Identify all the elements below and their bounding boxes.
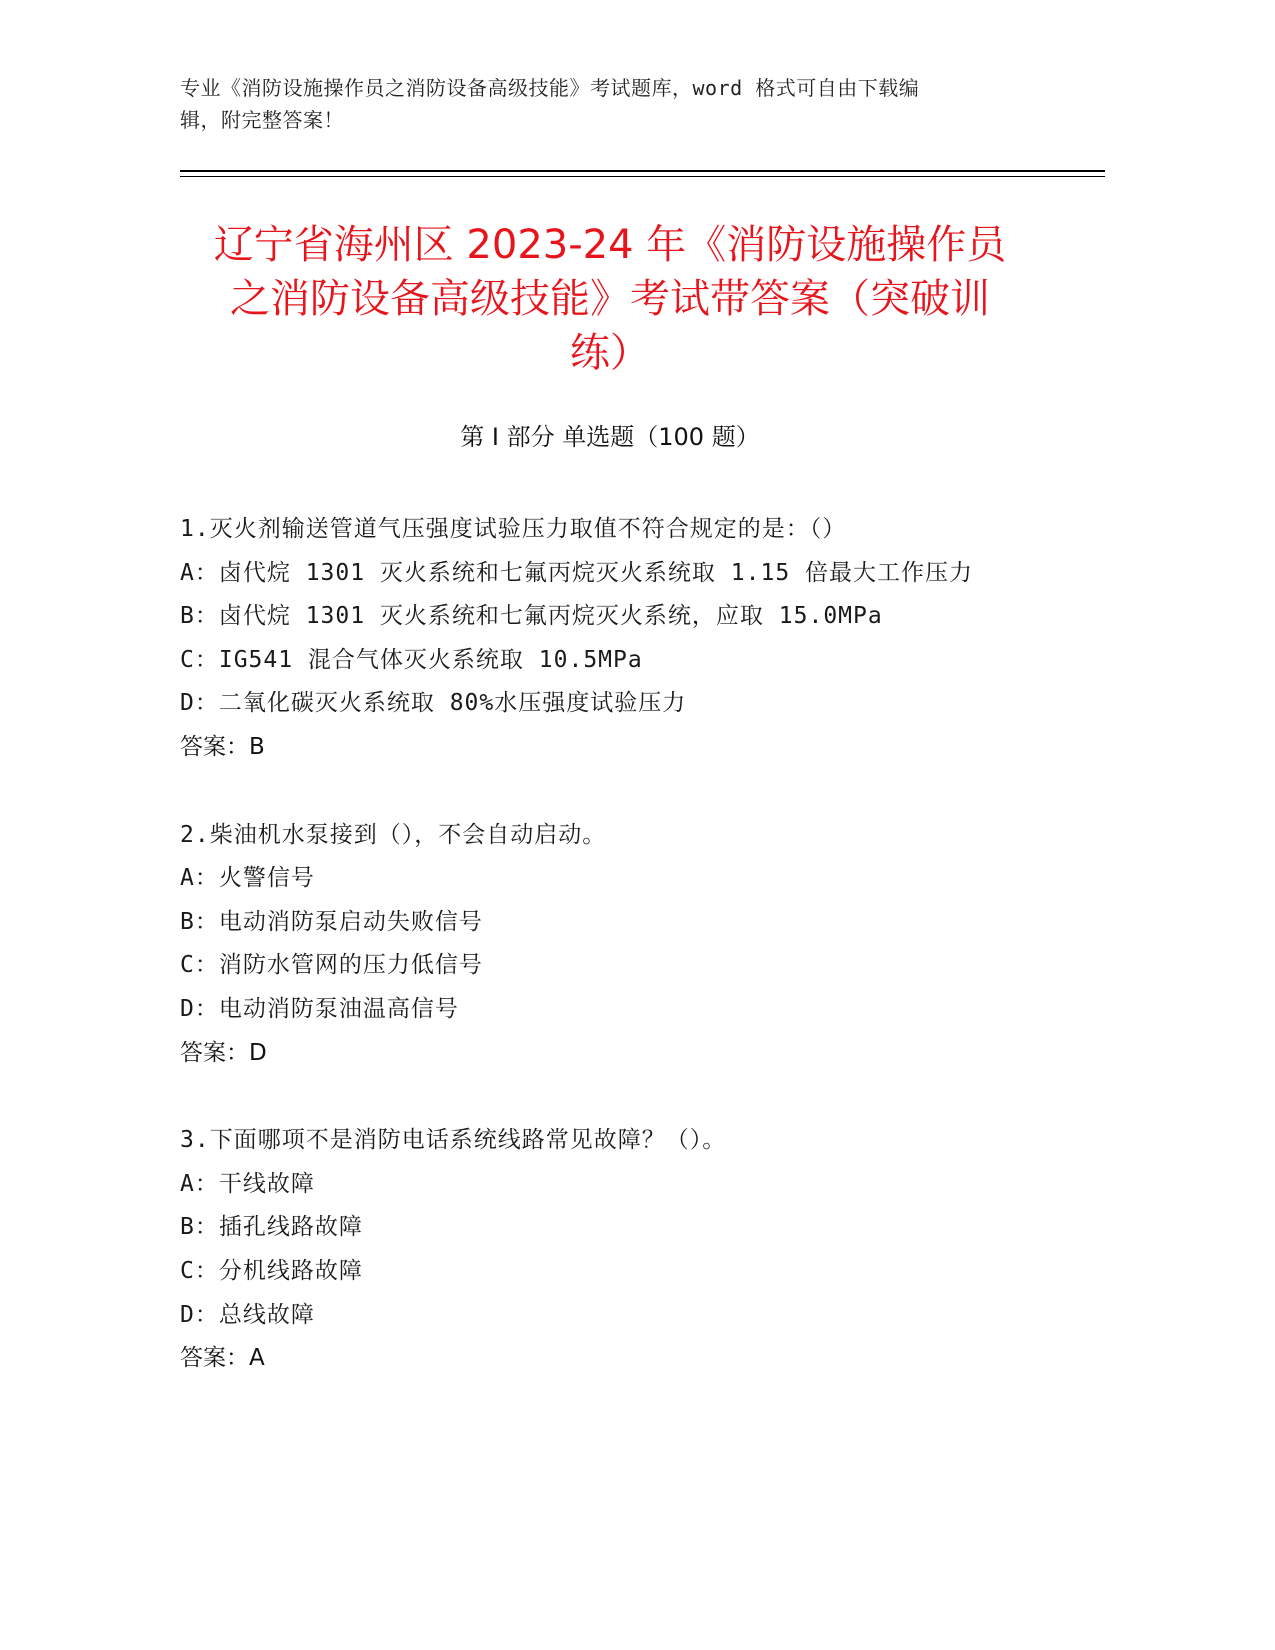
option-b: B：电动消防泵启动失败信号: [180, 908, 483, 935]
question-3: [180, 1119, 1080, 1381]
document-title-line-1: 辽宁省海州区 2023-24 年《消防设施操作员: [213, 222, 1007, 268]
document-title: [180, 218, 1040, 380]
section-heading: 第 I 部分 单选题（100 题）: [460, 423, 760, 451]
option-b: B：插孔线路故障: [180, 1214, 363, 1241]
question-list: [180, 508, 1080, 1425]
header-divider-thin: [180, 176, 1105, 177]
document-title-line-3: 练）: [570, 330, 650, 376]
document-title-line-2: 之消防设备高级技能》考试带答案（突破训: [230, 276, 990, 322]
option-a: A：干线故障: [180, 1170, 315, 1197]
question-stem: 2.柴油机水泵接到（），不会自动启动。: [180, 821, 607, 848]
option-a: A：卤代烷 1301 灭火系统和七氟丙烷灭火系统取 1.15 倍最大工作压力: [180, 559, 974, 586]
question-2: [180, 814, 1080, 1076]
option-a: A：火警信号: [180, 865, 315, 892]
option-b: B：卤代烷 1301 灭火系统和七氟丙烷灭火系统，应取 15.0MPa: [180, 603, 883, 630]
answer-line: 答案：A: [180, 1345, 265, 1372]
header-note-line-1: 专业《消防设施操作员之消防设备高级技能》考试题库，word 格式可自由下载编: [180, 76, 920, 100]
option-d: D：电动消防泵油温高信号: [180, 995, 459, 1022]
header-note: [180, 72, 1040, 136]
question-stem: 1.灭火剂输送管道气压强度试验压力取值不符合规定的是：（）: [180, 516, 847, 542]
option-c: C：IG541 混合气体灭火系统取 10.5MPa: [180, 646, 643, 673]
option-d: D：二氧化碳灭火系统取 80%水压强度试验压力: [180, 690, 687, 717]
option-c: C：分机线路故障: [180, 1257, 363, 1284]
answer-line: 答案：D: [180, 1039, 267, 1066]
header-note-line-2: 辑，附完整答案！: [180, 108, 344, 132]
question-stem: 3.下面哪项不是消防电话系统线路常见故障？（）。: [180, 1127, 727, 1154]
header-divider-thick: [180, 170, 1105, 172]
option-d: D：总线故障: [180, 1301, 315, 1328]
answer-line: 答案：B: [180, 733, 265, 760]
question-1: [180, 508, 1080, 770]
option-c: C：消防水管网的压力低信号: [180, 952, 483, 979]
